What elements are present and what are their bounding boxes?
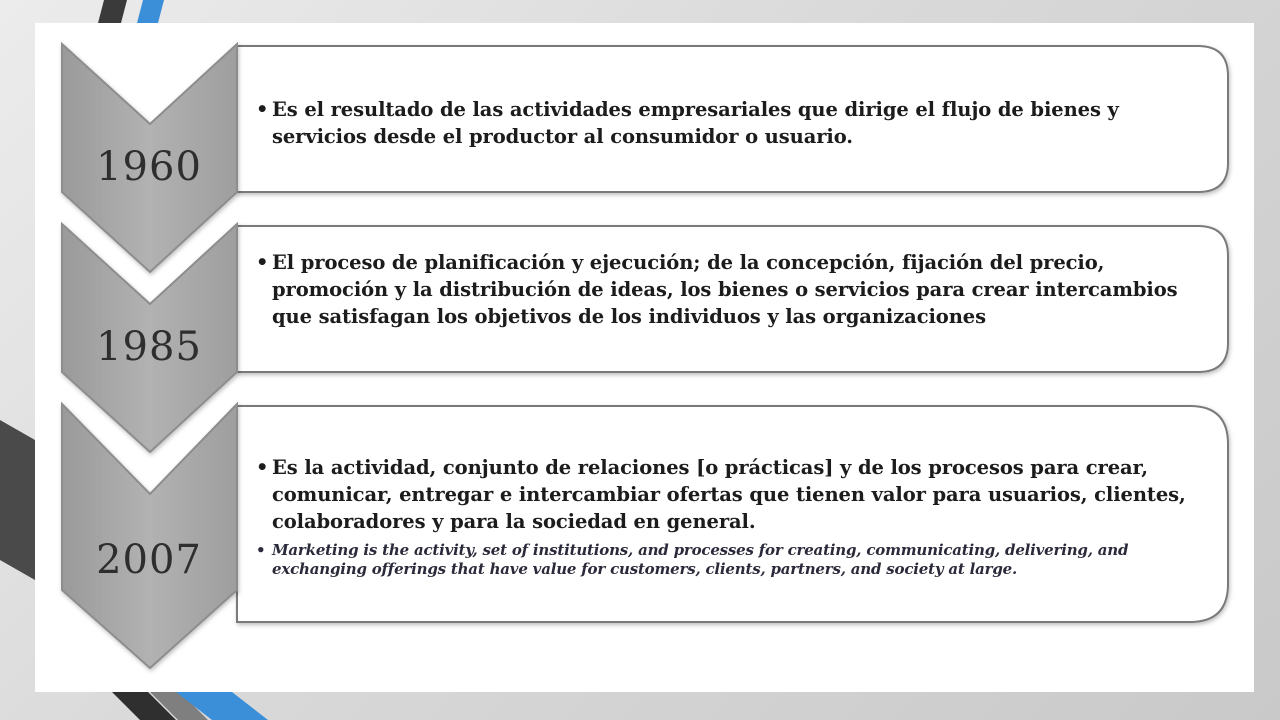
definition-text: • El proceso de planificación y ejecución; de la concepción, fijación del precio, promoción y la distribución de ideas, los bienes o servicios para crear intercambios que satisfagan los objetivos de los individuos y las organizaciones	[256, 249, 1214, 330]
year-label-1985: 1985	[96, 324, 202, 370]
definition-text: • Es la actividad, conjunto de relaciones [o prácticas] y de los procesos para crear, comunicar, entregar e intercambiar ofertas que tienen valor para usuarios, clientes, colaboradores y para la sociedad en general.	[256, 454, 1214, 535]
year-label-1960: 1960	[96, 144, 202, 190]
definition-2007	[256, 454, 1214, 579]
definition-1960	[256, 96, 1214, 150]
definition-1985	[256, 249, 1214, 330]
english-definition-text: • Marketing is the activity, set of institutions, and processes for creating, communicating, delivering, and exchanging offerings that have value for customers, clients, partners, and society at large.	[256, 541, 1214, 579]
year-label-2007: 2007	[96, 537, 202, 583]
definition-text: • Es el resultado de las actividades empresariales que dirige el flujo de bienes y servicios desde el productor al consumidor o usuario.	[256, 96, 1214, 150]
